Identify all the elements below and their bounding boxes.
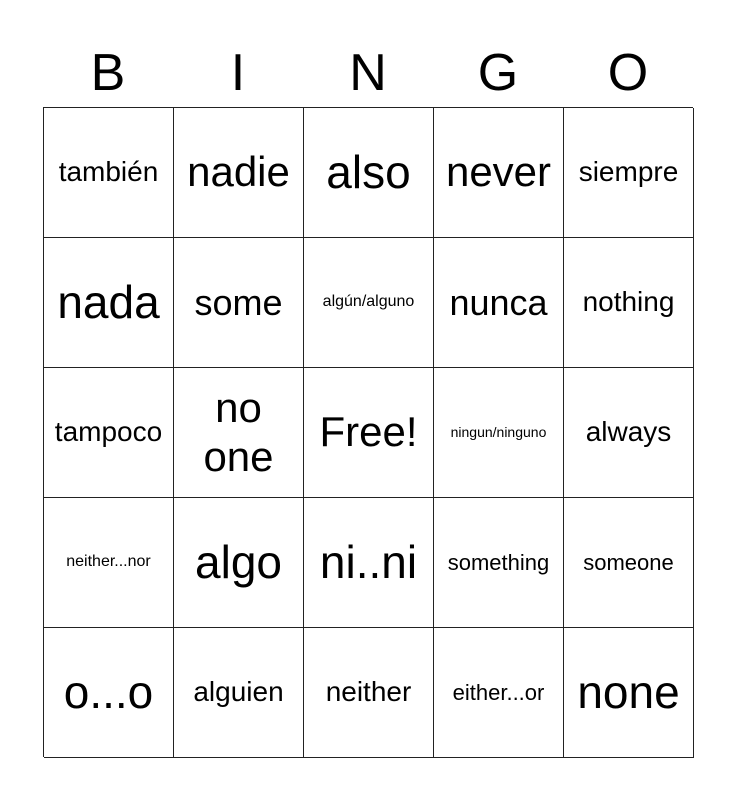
header-letter-i: I — [230, 44, 246, 102]
bingo-cell[interactable]: también — [44, 108, 174, 238]
bingo-cell[interactable]: ningun/ninguno — [434, 368, 564, 498]
bingo-cell[interactable]: never — [434, 108, 564, 238]
header-letter-n: N — [349, 44, 387, 102]
bingo-cell[interactable]: neither — [304, 628, 434, 758]
bingo-board — [43, 107, 693, 757]
bingo-cell[interactable]: either...or — [434, 628, 564, 758]
bingo-cell[interactable]: nothing — [564, 238, 694, 368]
bingo-cell[interactable]: alguien — [174, 628, 304, 758]
header-letter-g: G — [477, 44, 519, 102]
bingo-cell[interactable]: something — [434, 498, 564, 628]
bingo-cell[interactable]: nadie — [174, 108, 304, 238]
bingo-cell[interactable]: none — [564, 628, 694, 758]
bingo-cell[interactable]: tampoco — [44, 368, 174, 498]
header-letter-b: B — [90, 44, 126, 102]
free-space-cell[interactable]: Free! — [304, 368, 434, 498]
bingo-cell[interactable]: always — [564, 368, 694, 498]
bingo-cell[interactable]: also — [304, 108, 434, 238]
bingo-cell[interactable]: no one — [174, 368, 304, 498]
bingo-cell[interactable]: nada — [44, 238, 174, 368]
bingo-cell[interactable]: some — [174, 238, 304, 368]
header-letter-o: O — [607, 44, 649, 102]
bingo-cell[interactable]: algo — [174, 498, 304, 628]
bingo-header — [43, 40, 693, 106]
bingo-cell[interactable]: ni..ni — [304, 498, 434, 628]
bingo-cell[interactable]: nunca — [434, 238, 564, 368]
bingo-cell[interactable]: someone — [564, 498, 694, 628]
bingo-cell[interactable]: neither...nor — [44, 498, 174, 628]
bingo-cell[interactable]: algún/alguno — [304, 238, 434, 368]
bingo-cell[interactable]: o...o — [44, 628, 174, 758]
bingo-cell[interactable]: siempre — [564, 108, 694, 238]
